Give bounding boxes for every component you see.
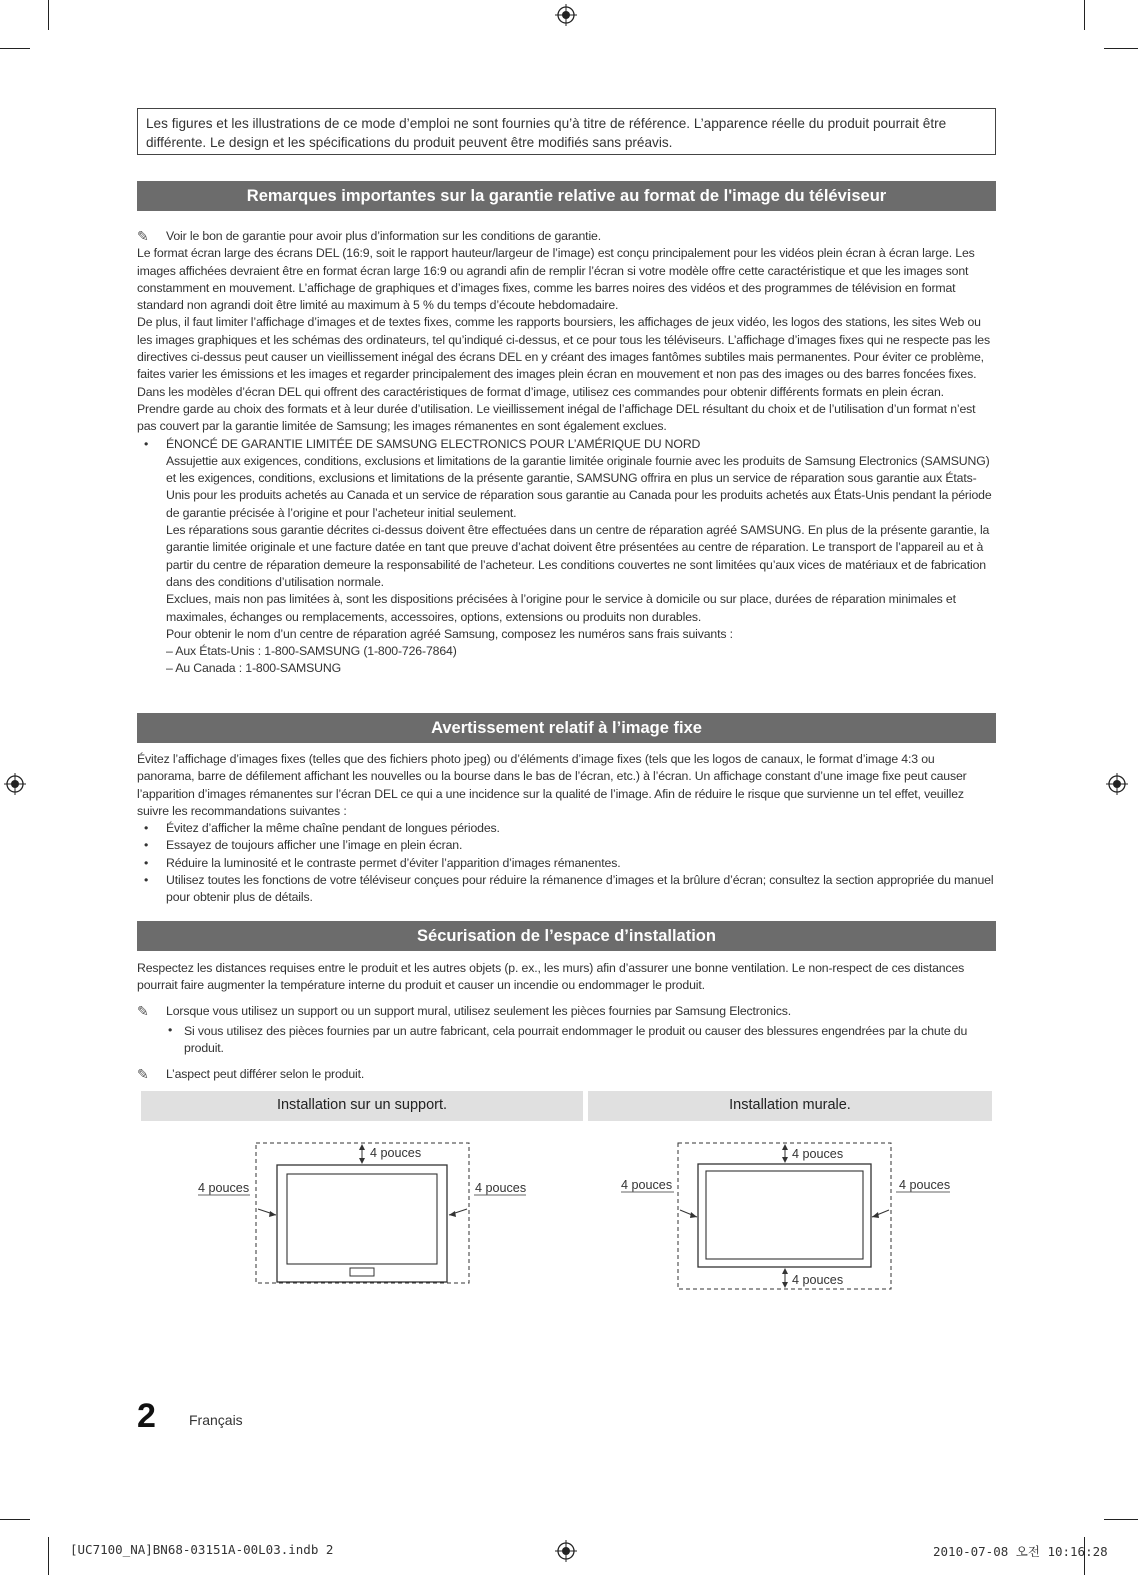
- list-item: [137, 436, 995, 453]
- bullet-icon: •: [144, 436, 149, 451]
- wall-left-distance-label: 4 pouces: [621, 1178, 673, 1192]
- installation-note: [137, 1003, 995, 1020]
- crop-mark: [1104, 1519, 1138, 1520]
- registration-mark-icon: [1106, 773, 1128, 795]
- list-item: [137, 837, 995, 854]
- warranty-note: [137, 228, 995, 245]
- paragraph: Exclues, mais non pas limitées à, sont les dispositions précisées à l’origine pour le service à domicile ou sur place, durées de réparation minimales et maximales, échanges ou remplacements, accessoires, options, extensions ou produits non durables.: [166, 592, 956, 624]
- paragraph: Respectez les distances requises entre le produit et les autres objets (p. ex., les murs) afin d’assurer une bonne ventilation. Le non-respect de ces distances pourrait faire augmenter la température interne du produit et causer un incendie ou endommager le produit.: [137, 961, 965, 993]
- registration-mark-icon: [555, 1540, 577, 1562]
- registration-mark-icon: [555, 4, 577, 26]
- warranty-section-body: [137, 228, 995, 678]
- crop-mark: [0, 1519, 30, 1520]
- paragraph: Évitez l’affichage d’images fixes (telles que des fichiers photo jpeg) ou d’éléments d’image fixes (tels que les logos de canaux, le format d’image 4:3 ou panorama, barre de défilement affichant les nouvelles ou la bourse dans le bas de l’écran, etc.) à l’écran. Un affichage constant d’une image fixe peut causer l’apparition d’images rémanentes sur l’écran DEL ce qui a une incidence sur la qualité de l’image. Afin de réduire le risque que survienne un tel effet, veuillez suivre les recommandations suivantes :: [137, 752, 967, 818]
- print-slug-file: [UC7100_NA]BN68-03151A-00L03.indb 2: [70, 1542, 334, 1557]
- stand-installation-header: Installation sur un support.: [141, 1091, 583, 1121]
- bullet-icon: •: [144, 821, 149, 836]
- warranty-bullet-list: [137, 436, 995, 453]
- footer-language: Français: [189, 1412, 243, 1428]
- bullet-icon: •: [144, 838, 149, 853]
- bullet-heading: ÉNONCÉ DE GARANTIE LIMITÉE DE SAMSUNG ELECTRONICS POUR L’AMÉRIQUE DU NORD: [166, 436, 701, 451]
- stand-left-distance-label: 4 pouces: [198, 1181, 250, 1195]
- pencil-note-icon: ✎: [137, 1002, 149, 1019]
- disclaimer-text: Les figures et les illustrations de ce mode d’emploi ne sont fournies qu’à titre de référence. L’apparence réelle du produit pourrait être différente. Le design et les spécifications du produit peuvent être modifiés sans préavis.: [146, 116, 947, 150]
- list-item-text: Essayez de toujours afficher une l’image en plein écran.: [166, 838, 463, 853]
- phone-canada: – Au Canada : 1-800-SAMSUNG: [166, 661, 342, 676]
- paragraph: De plus, il faut limiter l’affichage d’images et de textes fixes, comme les rapports boursiers, les affichages de jeux vidéo, les logos des stations, les sites Web ou les images graphiques et les schémas des ordinateurs, tel qu’indiqué ci-dessus, et ce pour tous les téléviseurs. L’affichage d’images fixes qui ne respecte pas les directives ci-dessus peut causer un vieillissement inégal des écrans DEL en y créant des images fantômes subtiles mais permanentes. Pour éviter ce problème, faites varier les émissions et les images et regarder principalement des images plein écran en mouvement et non pas des images ou des barres foncées fixes. Dans les modèles d’écran DEL qui offrent des caractéristiques de format d’image, utilisez ces commandes pour obtenir différents formats en plein écran.: [137, 315, 990, 399]
- list-item-text: Utilisez toutes les fonctions de votre téléviseur conçues pour réduire la rémanence d’images et la brûlure d’écran; consultez la section appropriée du manuel pour obtenir plus de détails.: [166, 873, 994, 905]
- stand-installation-diagram: [140, 1130, 585, 1300]
- section-title-warranty: Remarques importantes sur la garantie relative au format de l'image du téléviseur: [137, 181, 996, 211]
- appearance-note-text: L’aspect peut différer selon le produit.: [166, 1067, 365, 1082]
- pencil-note-icon: ✎: [137, 1066, 149, 1083]
- crop-mark: [1084, 0, 1085, 30]
- registration-mark-icon: [4, 773, 26, 795]
- list-item-text: Évitez d’afficher la même chaîne pendant de longues périodes.: [166, 821, 500, 836]
- list-item: [137, 855, 995, 872]
- sub-bullet-text: Si vous utilisez des pièces fournies par un autre fabricant, cela pourrait endommager le produit ou causer des blessures engendrées par la chute du produit.: [184, 1023, 968, 1056]
- section-title-installation: Sécurisation de l’espace d’installation: [137, 921, 996, 951]
- paragraph: Prendre garde au choix des formats et à leur durée d’utilisation. Le vieillissement inégal de l’affichage DEL résultant du choix et de l’utilisation d’un format n’est pas couvert par la garantie limitée de Samsung; les images rémanentes en sont également exclues.: [137, 401, 976, 434]
- paragraph: Pour obtenir le nom d’un centre de réparation agréé Samsung, composez les numéros sans frais suivants :: [166, 626, 733, 641]
- stand-right-distance-label: 4 pouces: [475, 1181, 527, 1195]
- pencil-note-icon: ✎: [137, 228, 149, 244]
- crop-mark: [1104, 48, 1138, 49]
- stand-top-distance-label: 4 pouces: [370, 1146, 422, 1160]
- bullet-icon: •: [144, 855, 149, 870]
- wall-bottom-distance-label: 4 pouces: [792, 1273, 844, 1287]
- wall-right-distance-label: 4 pouces: [899, 1178, 951, 1192]
- list-item: [137, 820, 995, 837]
- disclaimer-box: [137, 108, 996, 155]
- page-number: 2: [137, 1397, 156, 1435]
- crop-mark: [0, 48, 30, 49]
- installation-note-text: Lorsque vous utilisez un support ou un support mural, utilisez seulement les pièces fournies par Samsung Electronics.: [166, 1003, 791, 1018]
- wall-installation-diagram: [588, 1130, 992, 1300]
- appearance-note: [137, 1066, 995, 1083]
- warranty-note-text: Voir le bon de garantie pour avoir plus d’information sur les conditions de garantie.: [166, 229, 601, 243]
- wall-installation-header: Installation murale.: [588, 1091, 992, 1121]
- still-image-section-body: [137, 751, 995, 907]
- still-image-bullet-list: [137, 820, 995, 906]
- crop-mark: [48, 1537, 49, 1575]
- paragraph: Le format écran large des écrans DEL (16:9, soit le rapport hauteur/largeur de l’image) est conçu principalement pour les vidéos plein écran à écran large. Les images affichées devraient être en format écran large 16:9 ou agrandi afin de remplir l’écran si votre modèle offre cette caractéristique et que les images sont constamment en mouvement. L’affichage de graphiques et d’images fixes, comme les barres noires des vidéos et des programmes de télévision en format standard non agrandi doit être limité au maximum à 5 % du temps d’écoute hebdomadaire.: [137, 246, 975, 313]
- print-slug-date: 2010-07-08 오전 10:16:28: [933, 1544, 1108, 1559]
- bullet-icon: •: [144, 873, 149, 888]
- phone-us: – Aux États-Unis : 1-800-SAMSUNG (1-800-726-7864): [166, 644, 457, 659]
- section-title-still-image: Avertissement relatif à l’image fixe: [137, 713, 996, 743]
- wall-top-distance-label: 4 pouces: [792, 1147, 844, 1161]
- crop-mark: [48, 0, 49, 30]
- list-item-text: Réduire la luminosité et le contraste permet d’éviter l’apparition d’images rémanentes.: [166, 855, 621, 870]
- paragraph: Les réparations sous garantie décrites ci-dessus doivent être effectuées dans un centre de réparation agréé SAMSUNG. En plus de la présente garantie, la garantie limitée originale et une facture datée en tant que preuve d’achat doivent être présentées au centre de réparation. Le transport de l’appareil au et à partir du centre de réparation demeure la responsabilité de l’acheteur. Les conditions couvertes ne sont limitées qu’aux vices de matériaux et de fabrication dans des conditions d’utilisation normale.: [166, 523, 990, 589]
- paragraph: Assujettie aux exigences, conditions, exclusions et limitations de la garantie limitée originale fournie avec les produits de Samsung Electronics (SAMSUNG) et les exigences, conditions, exclusions et limitations de la présente garantie, SAMSUNG offrira en plus un service de réparation sous garantie aux États-Unis pour les produits achetés au Canada et un service de réparation sous garantie au Canada pour les produits achetés aux États-Unis pendant la période de garantie précisée à l’origine et pour l’acheteur initial seulement.: [166, 453, 992, 520]
- installation-sub-bullet: [137, 1023, 995, 1058]
- list-item: [137, 872, 995, 907]
- bullet-icon: •: [168, 1022, 173, 1037]
- installation-section-body: [137, 960, 995, 1084]
